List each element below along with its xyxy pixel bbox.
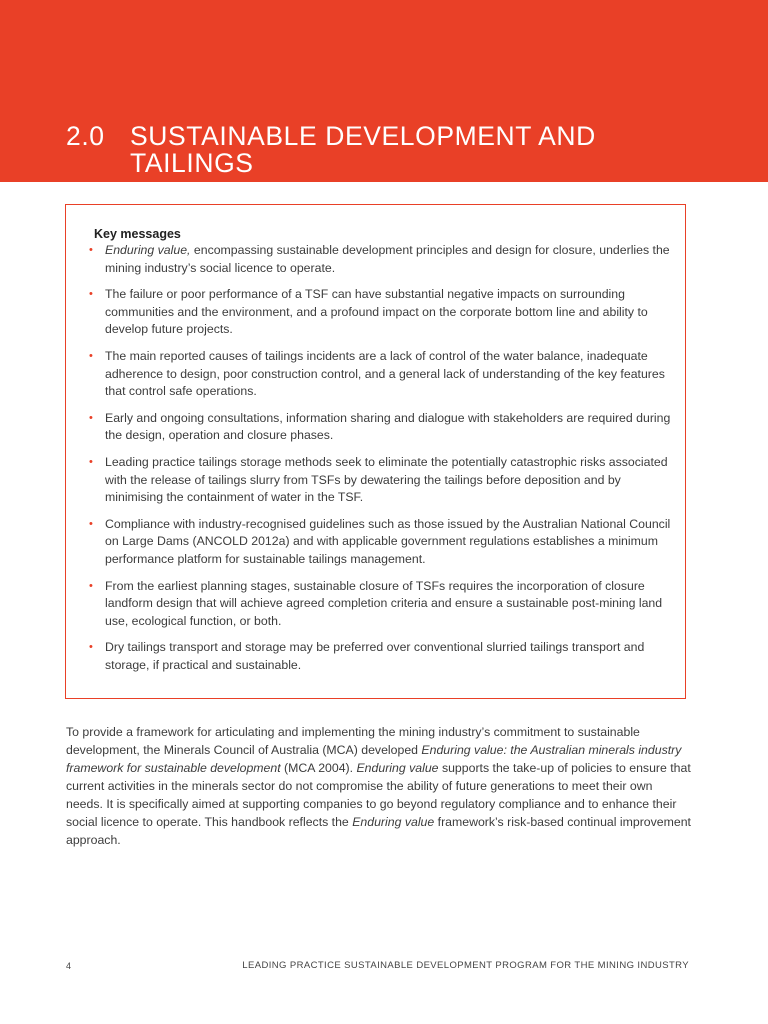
- bullet-icon: •: [89, 244, 93, 256]
- running-footer-title: LEADING PRACTICE SUSTAINABLE DEVELOPMENT PROGRAM FOR THE MINING INDUSTRY: [242, 960, 689, 971]
- key-message-item: [88, 454, 673, 507]
- key-message-item: [88, 410, 673, 445]
- body-italic: Enduring value: the Australian minerals industry framework for sustainable development: [66, 743, 682, 775]
- key-messages-list: [88, 242, 673, 683]
- key-message-text: Leading practice tailings storage methods seek to eliminate the potentially catastrophic risks associated with the release of tailings slurry from TSFs by dewatering the tailings before deposition and by minimising the containment of water in the TSF.: [105, 454, 668, 505]
- body-text: (MCA 2004).: [280, 761, 357, 775]
- key-message-text: Compliance with industry-recognised guidelines such as those issued by the Australian National Council on Large Dams (ANCOLD 2012a) and with applicable government regulations establishes a minimum performance platform for sustainable tailings management.: [105, 516, 671, 566]
- page-number: 4: [66, 961, 72, 971]
- body-text: framework’s risk-based continual improvement approach.: [66, 815, 691, 847]
- bullet-icon: •: [89, 349, 93, 362]
- bullet-icon: •: [89, 411, 93, 424]
- key-message-italic: Enduring value,: [105, 243, 191, 257]
- bullet-icon: •: [89, 288, 93, 301]
- key-message-text: The main reported causes of tailings incidents are a lack of control of the water balance, inadequate adherence to design, poor construction control, and a general lack of understanding of the key features that control safe operations.: [105, 348, 665, 399]
- chapter-title: [66, 123, 726, 177]
- key-messages-box: [65, 204, 686, 699]
- key-message-text: The failure or poor performance of a TSF can have substantial negative impacts on surrounding communities and the environment, and a profound impact on the corporate bottom line and ability to develop future projects.: [105, 287, 648, 337]
- bullet-icon: •: [89, 579, 93, 592]
- body-italic: Enduring value: [352, 815, 435, 829]
- key-message-item: [88, 242, 673, 277]
- key-message-item: [88, 348, 673, 401]
- key-message-text: Dry tailings transport and storage may be preferred over conventional slurried tailings transport and storage, if practical and sustainable.: [105, 640, 645, 672]
- key-message-item: [88, 286, 673, 339]
- body-text: To provide a framework for articulating and implementing the mining industry’s commitment to sustainable development, the Minerals Council of Australia (MCA) developed: [66, 725, 640, 757]
- key-message-text: From the earliest planning stages, sustainable closure of TSFs requires the incorporation of closure landform design that will achieve agreed completion criteria and ensure a sustainable post-mining land use, ecological function, or both.: [105, 578, 663, 628]
- body-paragraph: [66, 723, 692, 849]
- body-text: supports the take-up of policies to ensure that current activities in the minerals sector do not compromise the ability of future generations to meet their own needs. It is specifically aimed at supporting companies to go beyond regulatory compliance and to enhance their social licence to operate. This handbook reflects the: [66, 761, 691, 829]
- chapter-number: 2.0: [66, 121, 105, 151]
- bullet-icon: •: [89, 641, 93, 654]
- bullet-icon: •: [89, 517, 93, 530]
- key-message-item: [88, 516, 673, 569]
- key-messages-heading: Key messages: [94, 227, 181, 241]
- key-message-item: [88, 578, 673, 631]
- bullet-icon: •: [89, 455, 93, 468]
- key-message-item: [88, 639, 673, 674]
- key-message-text: encompassing sustainable development principles and design for closure, underlies the mining industry’s social licence to operate.: [105, 243, 670, 275]
- chapter-title-text: SUSTAINABLE DEVELOPMENT AND TAILINGS: [130, 121, 596, 178]
- key-message-text: Early and ongoing consultations, information sharing and dialogue with stakeholders are required during the design, operation and closure phases.: [105, 410, 671, 443]
- body-italic: Enduring value: [356, 761, 439, 775]
